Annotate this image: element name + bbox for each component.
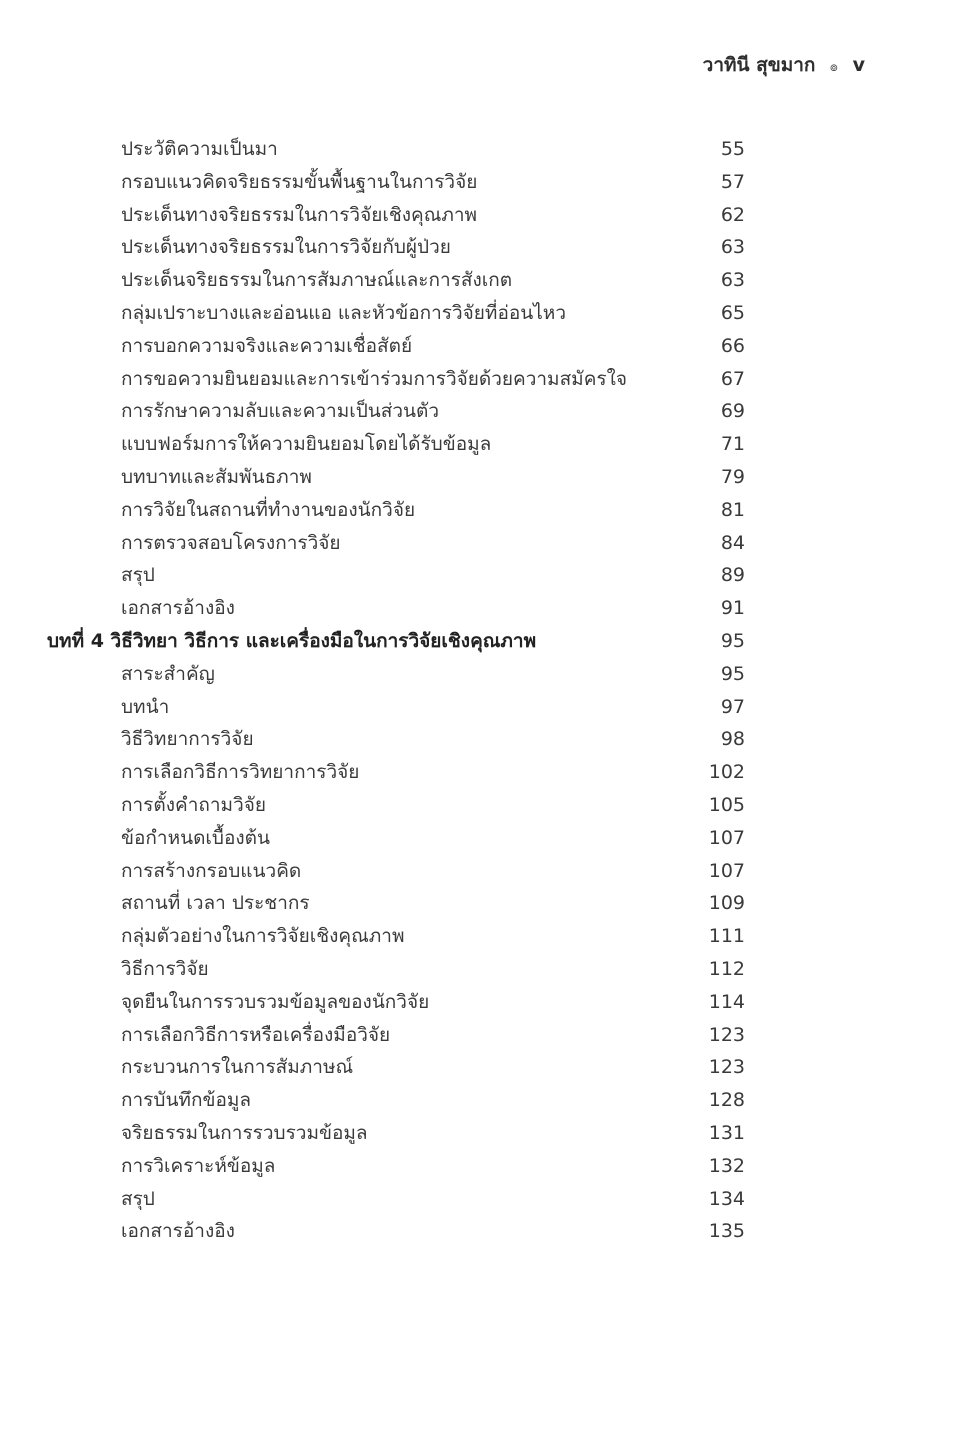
toc-entry: [0, 1150, 969, 1183]
toc-entry-page: 66: [720, 334, 745, 357]
toc-entry-page: 134: [708, 1187, 745, 1210]
toc-entry-page: 71: [720, 433, 745, 456]
toc-entry-label: การบันทึกข้อมูล: [121, 1089, 252, 1112]
toc-entry: [0, 231, 969, 264]
toc-entry: [0, 723, 969, 756]
toc-entry-page: 63: [720, 236, 745, 259]
toc-entry-label: จริยธรรมในการรวบรวมข้อมูล: [121, 1121, 368, 1144]
toc-entry-page: 79: [720, 465, 745, 488]
toc-entry-label: กลุ่มเปราะบางและอ่อนแอ และหัวข้อการวิจัยที่อ่อนไหว: [121, 301, 566, 324]
toc-entry-page: 123: [708, 1056, 745, 1079]
toc-entry-page: 114: [708, 990, 745, 1013]
toc-entry-page: 97: [720, 695, 745, 718]
toc-entry-label: กระบวนการในการสัมภาษณ์: [121, 1056, 354, 1079]
table-of-contents: [0, 133, 969, 1248]
toc-entry-label: วิธีการวิจัย: [121, 957, 209, 980]
toc-entry-label: การตั้งคำถามวิจัย: [121, 793, 267, 816]
toc-chapter-label: บทที่ 4 วิธีวิทยา วิธีการ และเครื่องมือในการวิจัยเชิงคุณภาพ: [47, 629, 537, 652]
toc-entry: [0, 953, 969, 986]
toc-entry: [0, 1117, 969, 1150]
toc-entry-label: การวิจัยในสถานที่ทำงานของนักวิจัย: [121, 498, 416, 521]
toc-entry: [0, 395, 969, 428]
toc-entry-label: สรุป: [121, 1187, 155, 1210]
toc-entry: [0, 166, 969, 199]
toc-entry: [0, 855, 969, 888]
toc-entry-page: 135: [708, 1220, 745, 1243]
toc-entry: [0, 1183, 969, 1216]
toc-entry: [0, 920, 969, 953]
toc-entry-label: เอกสารอ้างอิง: [121, 1220, 235, 1243]
toc-entry-label: แบบฟอร์มการให้ความยินยอมโดยได้รับข้อมูล: [121, 433, 492, 456]
toc-entry-label: บทนำ: [121, 695, 170, 718]
toc-entry-page: 69: [720, 400, 745, 423]
toc-entry: [0, 297, 969, 330]
toc-entry-label: สรุป: [121, 564, 155, 587]
toc-entry-page: 65: [720, 301, 745, 324]
toc-entry-page: 67: [720, 367, 745, 390]
toc-entry: [0, 887, 969, 920]
toc-entry-label: ประเด็นทางจริยธรรมในการวิจัยเชิงคุณภาพ: [121, 203, 478, 226]
toc-entry-page: 84: [720, 531, 745, 554]
toc-entry-label: กรอบแนวคิดจริยธรรมขั้นพื้นฐานในการวิจัย: [121, 170, 478, 193]
toc-entry-label: การสร้างกรอบแนวคิด: [121, 859, 302, 882]
toc-entry: [0, 986, 969, 1019]
toc-entry: [0, 1215, 969, 1248]
toc-entry-label: ข้อกำหนดเบื้องต้น: [121, 826, 270, 849]
toc-entry: [0, 264, 969, 297]
toc-entry-label: การขอความยินยอมและการเข้าร่วมการวิจัยด้วยความสมัครใจ: [121, 367, 628, 390]
toc-entry: [0, 199, 969, 232]
toc-entry: [0, 133, 969, 166]
toc-entry-page: 55: [720, 138, 745, 160]
toc-entry-page: 109: [708, 892, 745, 915]
toc-entry: [0, 363, 969, 396]
toc-entry-page: 95: [720, 662, 745, 685]
toc-entry-label: การรักษาความลับและความเป็นส่วนตัว: [121, 400, 440, 423]
header-separator: ๏: [830, 60, 838, 75]
toc-entry: [0, 527, 969, 560]
toc-entry-page: 128: [708, 1089, 745, 1112]
toc-entry-page: 111: [708, 925, 745, 948]
toc-entry-label: ประเด็นทางจริยธรรมในการวิจัยกับผู้ป่วย: [121, 236, 451, 259]
toc-entry-page: 107: [708, 826, 745, 849]
toc-entry-page: 57: [720, 170, 745, 193]
toc-entry-label: การตรวจสอบโครงการวิจัย: [121, 531, 341, 554]
toc-entry: [0, 789, 969, 822]
toc-entry-label: เอกสารอ้างอิง: [121, 597, 235, 620]
toc-entry: [0, 1019, 969, 1052]
toc-entry: [0, 822, 969, 855]
toc-entry-page: 89: [720, 564, 745, 587]
toc-entry-page: 112: [708, 957, 745, 980]
toc-entry-label: กลุ่มตัวอย่างในการวิจัยเชิงคุณภาพ: [121, 925, 405, 948]
toc-entry-label: สถานที่ เวลา ประชากร: [121, 892, 310, 915]
toc-entry-page: 123: [708, 1023, 745, 1046]
toc-entry-label: วิธีวิทยาการวิจัย: [121, 728, 254, 751]
toc-entry-page: 132: [708, 1154, 745, 1177]
toc-entry-label: การเลือกวิธีการวิทยาการวิจัย: [121, 761, 360, 784]
toc-entry-page: 91: [720, 597, 745, 620]
toc-entry-page: 81: [720, 498, 745, 521]
toc-entry-page: 98: [720, 728, 745, 751]
toc-entry: [0, 461, 969, 494]
toc-chapter-page: 95: [720, 629, 745, 652]
toc-entry: [0, 428, 969, 461]
toc-entry: [0, 1084, 969, 1117]
toc-entry: [0, 691, 969, 724]
running-header: [703, 50, 865, 80]
header-page-number: v: [852, 54, 865, 76]
toc-entry-page: 107: [708, 859, 745, 882]
toc-entry-page: 63: [720, 269, 745, 292]
toc-entry-label: จุดยืนในการรวบรวมข้อมูลของนักวิจัย: [121, 990, 430, 1013]
toc-entry-label: การบอกความจริงและความเชื่อสัตย์: [121, 334, 413, 357]
toc-entry: [0, 1051, 969, 1084]
toc-entry-page: 102: [708, 761, 745, 784]
toc-entry: [0, 658, 969, 691]
toc-chapter-heading: [0, 625, 969, 658]
toc-entry-label: การวิเคราะห์ข้อมูล: [121, 1154, 276, 1177]
toc-entry: [0, 559, 969, 592]
toc-entry-page: 131: [708, 1121, 745, 1144]
toc-entry-page: 62: [720, 203, 745, 226]
toc-entry-label: สาระสำคัญ: [121, 662, 215, 685]
header-author: วาทินี สุขมาก: [702, 54, 816, 76]
toc-entry: [0, 756, 969, 789]
toc-entry-label: ประเด็นจริยธรรมในการสัมภาษณ์และการสังเกต: [121, 269, 513, 292]
toc-entry-label: ประวัติความเป็นมา: [121, 138, 278, 160]
toc-entry-label: บทบาทและสัมพันธภาพ: [121, 465, 312, 488]
toc-entry: [0, 494, 969, 527]
toc-entry: [0, 592, 969, 625]
toc-entry: [0, 330, 969, 363]
toc-entry-page: 105: [708, 793, 745, 816]
toc-entry-label: การเลือกวิธีการหรือเครื่องมือวิจัย: [121, 1023, 391, 1046]
